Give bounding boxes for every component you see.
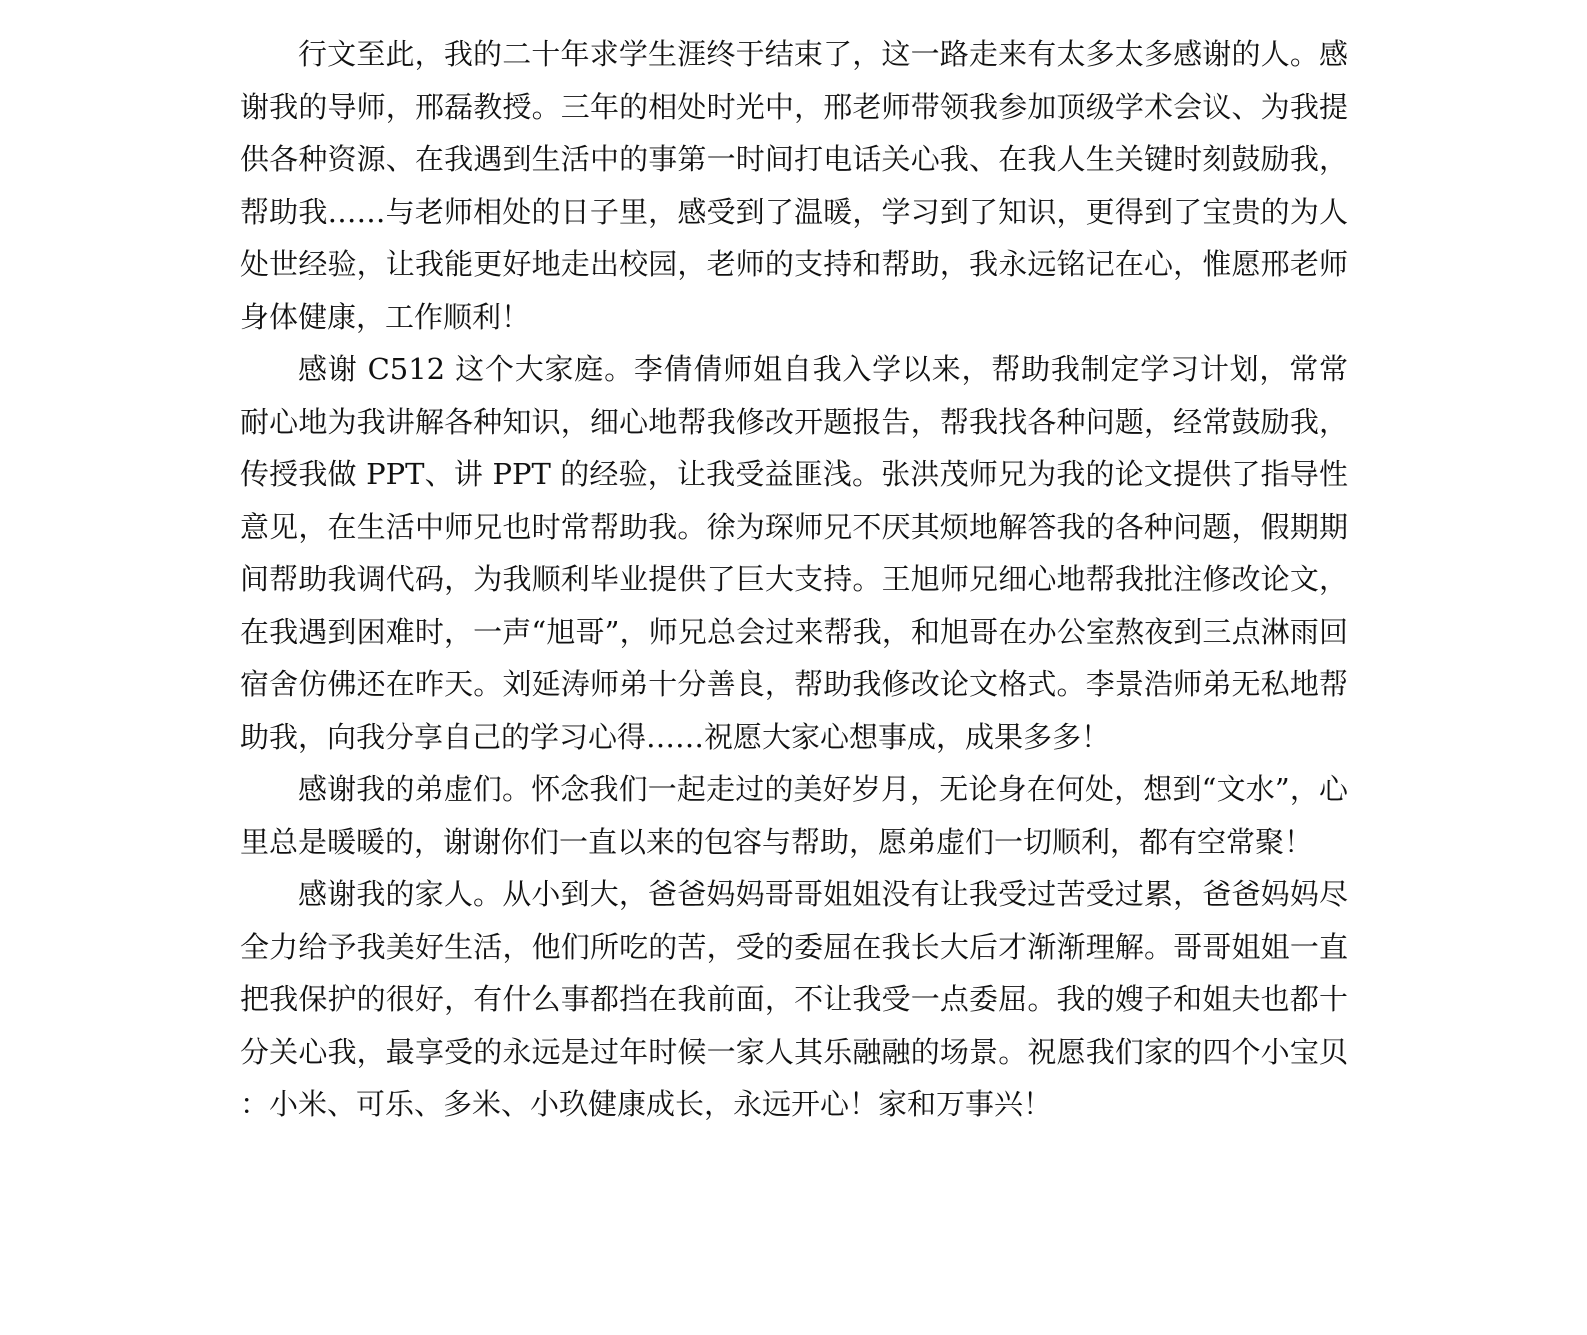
paragraph-family: 感谢我的家人。从小到大，爸爸妈妈哥哥姐姐没有让我受过苦受过累，爸爸妈妈尽全力给予我美好生活，他们所吃的苦，受的委屈在我长大后才渐渐理解。哥哥姐姐一直把我保护的很好，有什么事都挡在我前面，不让我受一点委屈。我的嫂子和姐夫也都十分关心我，最享受的永远是过年时候一家人其乐融融的场景。祝愿我们家的四个小宝贝：小米、可乐、多米、小玖健康成长，永远开心！家和万事兴！ [240,877,1348,1121]
paragraph-lab: 感谢 C512 这个大家庭。李倩倩师姐自我入学以来，帮助我制定学习计划，常常耐心地为我讲解各种知识，细心地帮我修改开题报告，帮我找各种问题，经常鼓励我，传授我做 PPT、讲 PPT 的经验，让我受益匪浅。张洪茂师兄为我的论文提供了指导性意见，在生活中师兄也时常帮助我。徐为琛师兄不厌其烦地解答我的各种问题，假期期间帮助我调代码，为我顺利毕业提供了巨大支持。王旭师兄细心地帮我批注修改论文，在我遇到困难时，一声“旭哥”，师兄总会过来帮我，和旭哥在办公室熬夜到三点淋雨回宿舍仿佛还在昨天。刘延涛师弟十分善良，帮助我修改论文格式。李景浩师弟无私地帮助我，向我分享自己的学习心得……祝愿大家心想事成，成果多多！ [240,352,1348,754]
paragraph-friends: 感谢我的弟虚们。怀念我们一起走过的美好岁月，无论身在何处，想到“文水”，心里总是暖暖的，谢谢你们一直以来的包容与帮助，愿弟虚们一切顺利，都有空常聚！ [240,772,1348,859]
acknowledgement-text [240,28,1348,1131]
paragraph-advisor: 行文至此，我的二十年求学生涯终于结束了，这一路走来有太多太多感谢的人。感谢我的导师，邢磊教授。三年的相处时光中，邢老师带领我参加顶级学术会议、为我提供各种资源、在我遇到生活中的事第一时间打电话关心我、在我人生关键时刻鼓励我，帮助我……与老师相处的日子里，感受到了温暖，学习到了知识，更得到了宝贵的为人处世经验，让我能更好地走出校园，老师的支持和帮助，我永远铭记在心，惟愿邢老师身体健康，工作顺利！ [240,37,1348,334]
